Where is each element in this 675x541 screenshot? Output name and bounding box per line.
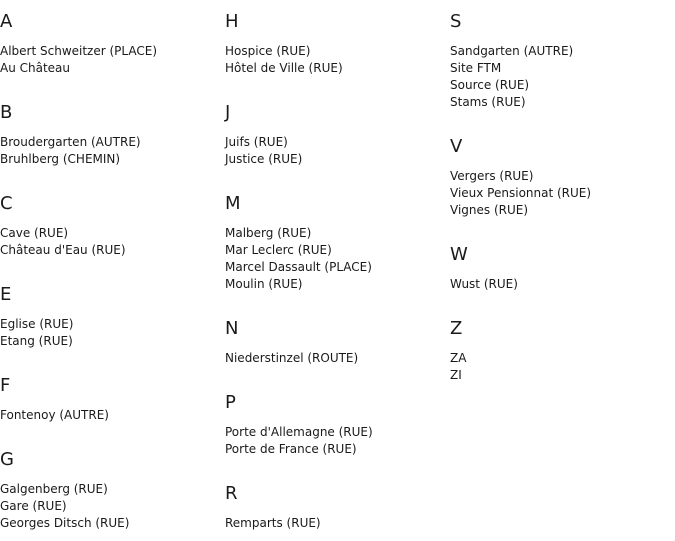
street-list — [225, 43, 343, 77]
street-list — [225, 350, 358, 367]
street-list — [225, 134, 302, 168]
street-link[interactable]: Vieux Pensionnat (RUE) — [450, 186, 592, 200]
street-link[interactable]: Etang (RUE) — [0, 334, 73, 348]
street-link[interactable]: Sandgarten (AUTRE) — [450, 44, 574, 58]
letter-heading: B — [0, 102, 13, 123]
street-link[interactable]: Stams (RUE) — [450, 95, 526, 109]
street-link[interactable]: Vignes (RUE) — [450, 203, 529, 217]
letter-group-v — [450, 136, 592, 217]
letter-heading: R — [225, 483, 238, 504]
street-link[interactable]: Source (RUE) — [450, 78, 530, 92]
letter-group-m — [225, 193, 372, 291]
street-link[interactable]: Bruhlberg (CHEMIN) — [0, 152, 121, 166]
street-list — [225, 515, 321, 532]
street-list — [0, 481, 129, 532]
street-link[interactable]: Eglise (RUE) — [0, 317, 74, 331]
letter-group-f — [0, 375, 109, 422]
street-link[interactable]: Juifs (RUE) — [225, 135, 288, 149]
street-link[interactable]: Porte d'Allemagne (RUE) — [225, 425, 373, 439]
street-link[interactable]: ZI — [450, 368, 462, 382]
letter-heading: V — [450, 136, 463, 157]
street-link[interactable]: Moulin (RUE) — [225, 277, 303, 291]
letter-group-s — [450, 11, 574, 109]
street-list — [450, 43, 573, 111]
street-link[interactable]: Marcel Dassault (PLACE) — [225, 260, 372, 274]
letter-heading: N — [225, 318, 239, 339]
letter-heading: W — [450, 244, 468, 265]
letter-heading: J — [225, 102, 231, 123]
street-list — [0, 134, 141, 168]
street-link[interactable]: Mar Leclerc (RUE) — [225, 243, 332, 257]
street-list — [225, 424, 373, 458]
street-list — [450, 168, 591, 219]
letter-group-e — [0, 284, 74, 348]
letter-heading: F — [0, 375, 11, 396]
letter-heading: P — [225, 392, 236, 413]
street-link[interactable]: Gare (RUE) — [0, 499, 67, 513]
street-link[interactable]: Vergers (RUE) — [450, 169, 534, 183]
street-list — [0, 43, 157, 77]
street-link[interactable]: Fontenoy (AUTRE) — [0, 408, 109, 422]
street-link[interactable]: Château d'Eau (RUE) — [0, 243, 126, 257]
letter-group-z — [450, 318, 467, 382]
letter-group-h — [225, 11, 343, 75]
letter-group-w — [450, 244, 518, 291]
letter-group-b — [0, 102, 141, 166]
letter-heading: C — [0, 193, 13, 214]
letter-group-p — [225, 392, 373, 456]
street-link[interactable]: Remparts (RUE) — [225, 516, 321, 530]
letter-heading: M — [225, 193, 241, 214]
letter-heading: H — [225, 11, 239, 32]
letter-heading: Z — [450, 318, 463, 339]
letter-heading: A — [0, 11, 13, 32]
letter-group-n — [225, 318, 359, 365]
street-link[interactable]: Au Château — [0, 61, 71, 75]
street-list — [225, 225, 372, 293]
street-link[interactable]: Justice (RUE) — [225, 152, 303, 166]
street-link[interactable]: Galgenberg (RUE) — [0, 482, 108, 496]
letter-group-c — [0, 193, 126, 257]
letter-group-g — [0, 449, 130, 530]
street-list — [0, 225, 126, 259]
street-list — [450, 276, 518, 293]
street-list — [450, 350, 466, 384]
street-link[interactable]: Wust (RUE) — [450, 277, 518, 291]
letter-heading: S — [450, 11, 462, 32]
letter-group-r — [225, 483, 321, 530]
street-link[interactable]: ZA — [450, 351, 467, 365]
street-link[interactable]: Porte de France (RUE) — [225, 442, 357, 456]
street-link[interactable]: Cave (RUE) — [0, 226, 69, 240]
letter-group-j — [225, 102, 303, 166]
street-link[interactable]: Albert Schweitzer (PLACE) — [0, 44, 158, 58]
street-link[interactable]: Broudergarten (AUTRE) — [0, 135, 141, 149]
street-link[interactable]: Georges Ditsch (RUE) — [0, 516, 130, 530]
street-link[interactable]: Hospice (RUE) — [225, 44, 311, 58]
street-link[interactable]: Niederstinzel (ROUTE) — [225, 351, 359, 365]
street-list — [0, 407, 109, 424]
street-link[interactable]: Site FTM — [450, 61, 502, 75]
street-link[interactable]: Malberg (RUE) — [225, 226, 312, 240]
street-link[interactable]: Hôtel de Ville (RUE) — [225, 61, 343, 75]
street-list — [0, 316, 73, 350]
letter-heading: G — [0, 449, 14, 470]
letter-group-a — [0, 11, 158, 75]
letter-heading: E — [0, 284, 12, 305]
